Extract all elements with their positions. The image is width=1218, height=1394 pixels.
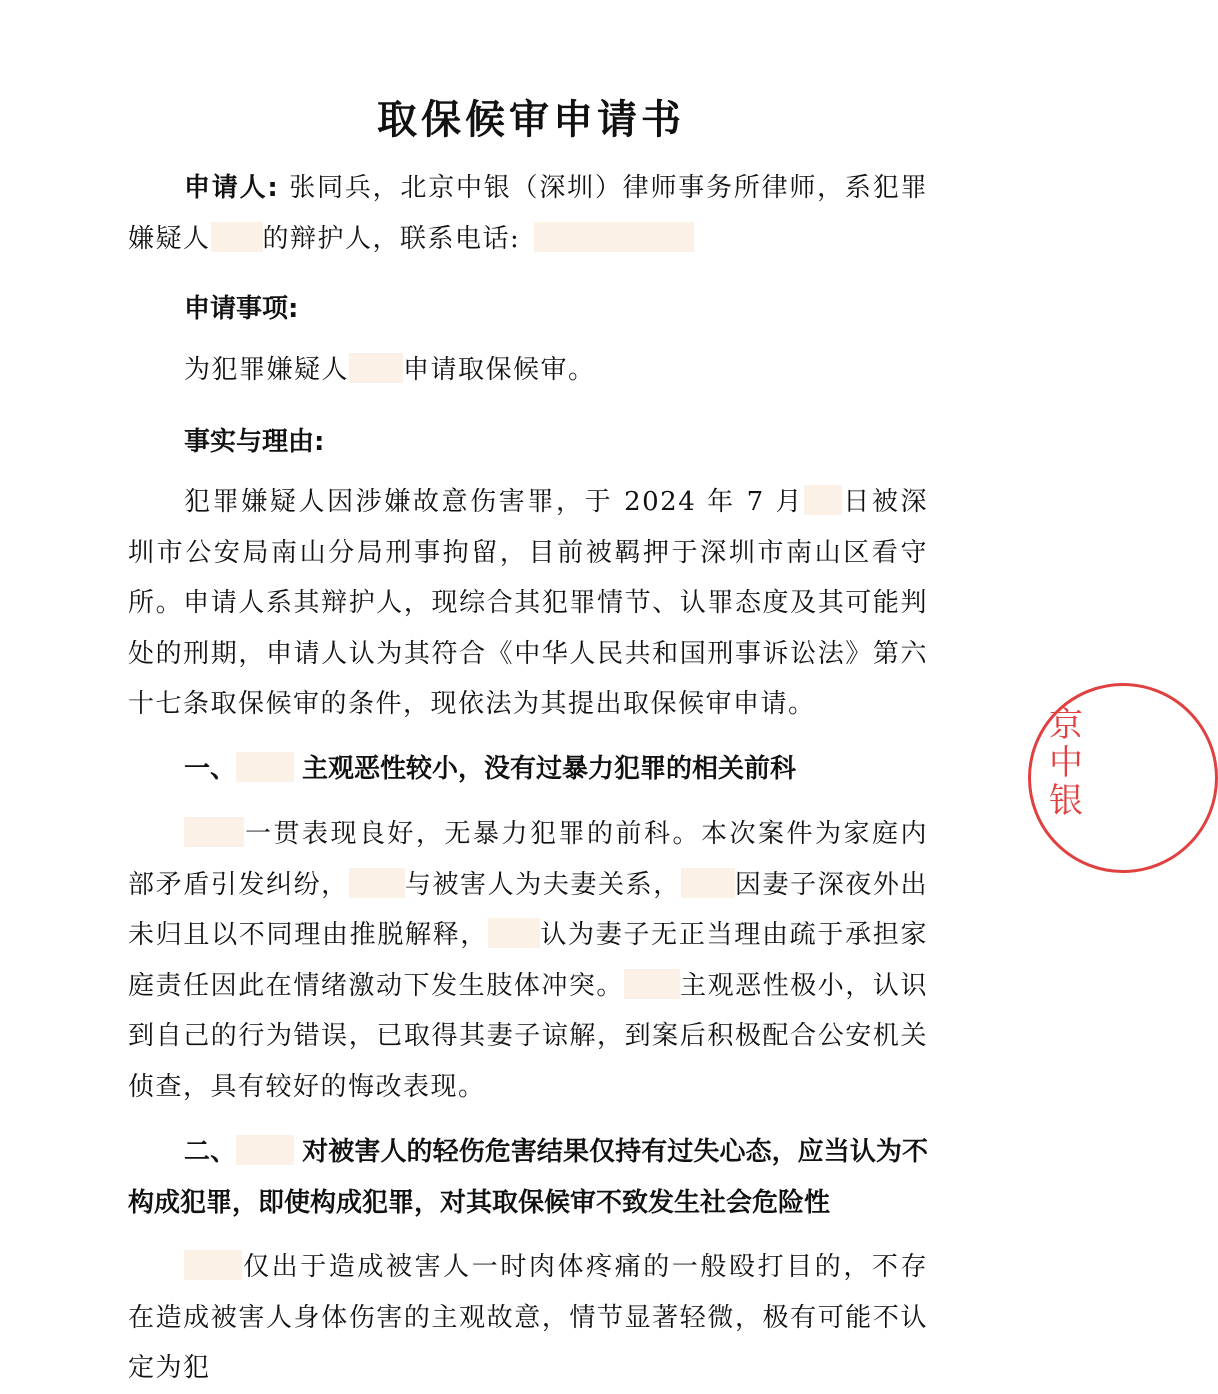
section-1-prefix: 一、 (184, 754, 237, 784)
request-text-2: 申请取保候审。 (403, 355, 596, 385)
section-2-body-1: 仅出于造成被害人一时肉体疼痛的一般殴打目的，不存在造成被害人身体伤害的主观故意，情节显著轻微，极有可能不认定为犯 (128, 1252, 928, 1383)
section-2-text: 对被害人的轻伤危害结果仅持有过失心态，应当认为不构成犯罪，即使构成犯罪，对其取保候审不致发生社会危险性 (128, 1137, 928, 1218)
redacted-name (624, 969, 680, 999)
document-title: 取保候审申请书 (377, 97, 685, 143)
redacted-name (488, 918, 540, 948)
request-paragraph (128, 345, 928, 396)
seal-text: 京中银 (1049, 705, 1083, 821)
section-2-prefix: 二、 (184, 1137, 237, 1167)
section-1-body-3: 因妻子深夜外出未归且以不同理由推脱解释， (128, 869, 928, 950)
redacted-day (804, 485, 842, 515)
applicant-text-2: 的辩护人，联系电话: (262, 223, 521, 254)
redacted-name (236, 752, 294, 782)
section-1-body-4: 认为妻子无正当理由疏于承担家庭责任因此在情绪激动下发生肢体冲突。 (128, 920, 928, 1001)
facts-paragraph (128, 477, 928, 730)
section-1-text: 主观恶性较小，没有过暴力犯罪的相关前科 (302, 754, 797, 784)
applicant-text-1: 张同兵，北京中银（深圳）律师事务所律师，系犯罪嫌疑人 (128, 173, 928, 254)
section-1-heading (128, 744, 928, 795)
facts-heading: 事实与理由: (184, 427, 325, 457)
redacted-name (349, 868, 405, 898)
section-1-body-1: 一贯表现良好，无暴力犯罪的前科。本次案件为家庭内部矛盾引发纠纷， (128, 819, 928, 900)
facts-text-1: 犯罪嫌疑人因涉嫌故意伤害罪，于 2024 年 7 月 (184, 487, 805, 517)
redacted-name (184, 1250, 242, 1280)
applicant-label: 申请人: (184, 173, 280, 203)
facts-text-2: 日被深圳市公安局南山分局刑事拘留，目前被羁押于深圳市南山区看守所。申请人系其辩护人，现综合其犯罪情节、认罪态度及其可能判处的刑期，申请人认为其符合《中华人民共和国刑事诉讼法》第六十七条取保候审的条件，现依法为其提出取保候审申请。 (128, 487, 928, 719)
applicant-paragraph (128, 163, 928, 264)
redacted-name (681, 868, 735, 898)
redacted-name (236, 1135, 294, 1165)
section-1-body-2: 与被害人为夫妻关系， (404, 869, 681, 900)
section-2-heading (128, 1127, 928, 1228)
section-2-body (128, 1242, 928, 1394)
redacted-name (349, 353, 403, 383)
official-seal-stamp (1028, 683, 1218, 873)
request-heading: 申请事项: (184, 294, 299, 324)
request-text-1: 为犯罪嫌疑人 (184, 355, 350, 385)
redacted-phone (534, 222, 694, 252)
redacted-name (211, 222, 263, 252)
redacted-name (184, 817, 244, 847)
section-1-body-5: 主观恶性极小，认识到自己的行为错误，已取得其妻子谅解，到案后积极配合公安机关侦查，具有较好的悔改表现。 (128, 970, 928, 1102)
section-1-body (128, 809, 928, 1112)
